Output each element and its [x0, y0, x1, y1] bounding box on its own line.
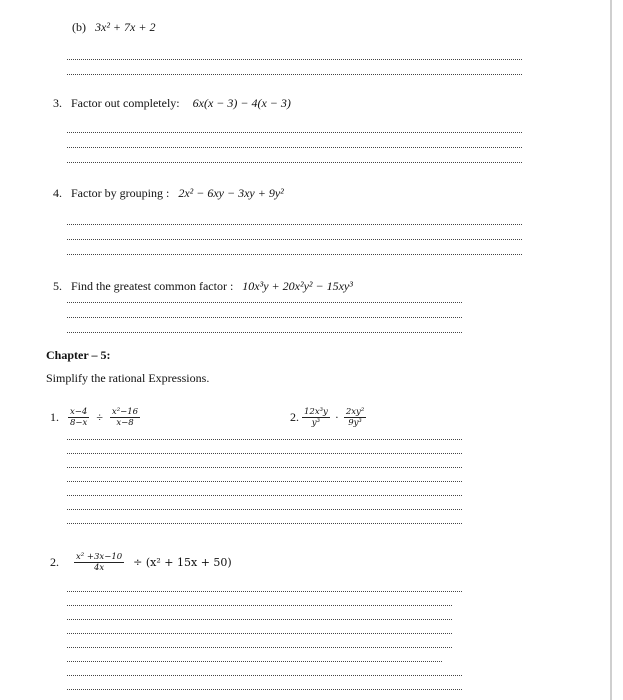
answer-line[interactable] [67, 605, 452, 606]
r1-fraction-2 [110, 407, 140, 428]
answer-line[interactable] [67, 509, 462, 510]
q4-instruction: Factor by grouping : [71, 186, 170, 200]
r2-frac2-denominator: 9y³ [348, 418, 362, 428]
answer-line[interactable] [67, 523, 462, 524]
answer-line[interactable] [67, 675, 462, 676]
q4-number: 4. [53, 186, 62, 200]
chapter-instruction: Simplify the rational Expressions. [46, 371, 210, 385]
part-b [72, 20, 155, 35]
q5-number: 5. [53, 279, 62, 293]
q3-number: 3. [53, 96, 62, 110]
answer-line[interactable] [67, 302, 462, 303]
r3-fraction [74, 552, 124, 573]
answer-line[interactable] [67, 439, 462, 440]
answer-line[interactable] [67, 74, 522, 75]
r2-fraction-1 [302, 407, 330, 428]
rational-2 [290, 407, 366, 428]
r1-frac2-numerator: x²−16 [111, 407, 139, 417]
answer-line[interactable] [67, 495, 462, 496]
q3-expression: 6x(x − 3) − 4(x − 3) [192, 96, 291, 110]
r3-rest: ÷ (x² + 15x + 50) [133, 556, 232, 569]
answer-line[interactable] [67, 147, 522, 148]
answer-line[interactable] [67, 481, 462, 482]
chapter-title: Chapter – 5: [46, 348, 111, 362]
r1-number: 1. [50, 410, 59, 424]
answer-line[interactable] [67, 453, 462, 454]
question-3 [53, 96, 291, 111]
r1-frac2-denominator: x−8 [116, 418, 134, 428]
rational-3 [50, 552, 232, 573]
r2-fraction-2 [344, 407, 366, 428]
r3-number: 2. [50, 555, 59, 569]
answer-line[interactable] [67, 224, 522, 225]
r2-frac1-numerator: 12x³y [304, 407, 328, 417]
answer-line[interactable] [67, 254, 522, 255]
answer-line[interactable] [67, 647, 452, 648]
r2-frac1-denominator: y³ [311, 418, 321, 428]
r1-operator: ÷ [96, 410, 103, 424]
answer-line[interactable] [67, 332, 462, 333]
rational-1 [50, 407, 140, 428]
question-4 [53, 186, 284, 201]
q4-expression: 2x² − 6xy − 3xy + 9y² [178, 186, 284, 200]
question-5 [53, 279, 353, 294]
r3-denominator: 4x [93, 563, 105, 573]
answer-line[interactable] [67, 633, 452, 634]
answer-line[interactable] [67, 162, 522, 163]
r1-frac1-numerator: x−4 [70, 407, 88, 417]
q5-instruction: Find the greatest common factor : [71, 279, 234, 293]
answer-line[interactable] [67, 59, 522, 60]
r2-frac2-numerator: 2xy² [345, 407, 365, 417]
answer-line[interactable] [67, 317, 462, 318]
answer-line[interactable] [67, 619, 452, 620]
answer-line[interactable] [67, 689, 462, 690]
part-b-expression: 3x² + 7x + 2 [95, 20, 156, 34]
q3-instruction: Factor out completely: [71, 96, 180, 110]
answer-line[interactable] [67, 467, 462, 468]
r2-operator: · [334, 410, 339, 424]
r1-fraction-1 [68, 407, 89, 428]
r1-frac1-denominator: 8−x [70, 418, 88, 428]
r2-number: 2. [290, 410, 299, 424]
part-b-label: (b) [72, 20, 86, 34]
page-edge [610, 0, 612, 700]
answer-line[interactable] [67, 661, 442, 662]
answer-line[interactable] [67, 591, 462, 592]
q5-expression: 10x³y + 20x²y² − 15xy³ [242, 279, 353, 293]
r3-numerator: x² +3x−10 [76, 552, 123, 562]
answer-line[interactable] [67, 132, 522, 133]
answer-line[interactable] [67, 239, 522, 240]
